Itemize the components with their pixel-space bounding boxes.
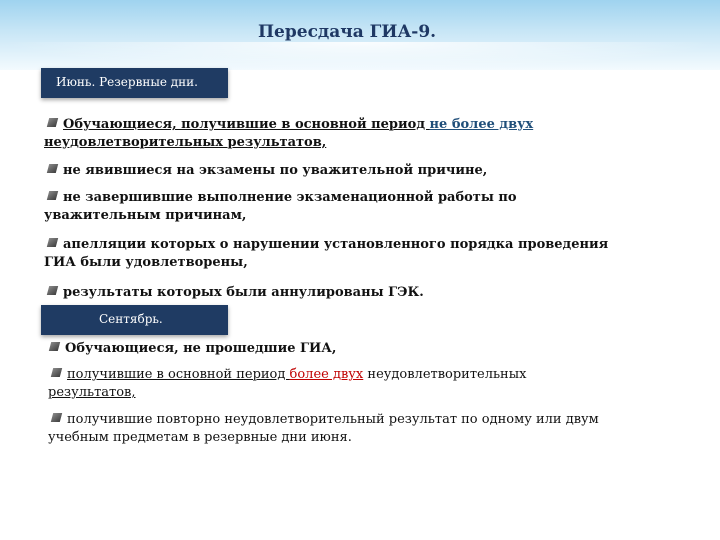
bullet-icon xyxy=(47,286,58,295)
bullet-icon xyxy=(47,164,58,173)
june-item-2: не завершившие выполнение экзаменационной работы по уважительным причинам, xyxy=(44,190,517,223)
september-intro: Обучающиеся, не прошедшие ГИА, xyxy=(50,340,336,358)
june-item-4: результаты которых были аннулированы ГЭК. xyxy=(48,284,424,302)
slide-title: Пересдача ГИА-9. xyxy=(258,22,437,42)
bullet-icon xyxy=(47,191,58,200)
highlight-more-than-two: более двух xyxy=(289,367,364,382)
june-item-3: апелляции которых о нарушении установленного порядка проведения ГИА были удовлетворены, xyxy=(44,237,609,270)
section-label-september: Сентябрь. xyxy=(41,305,228,335)
bullet-icon xyxy=(51,413,62,422)
bullet-icon xyxy=(49,342,60,351)
highlight-not-more-than-two: не более двух xyxy=(429,117,534,132)
bullet-icon xyxy=(47,238,58,247)
bullet-icon xyxy=(47,118,58,127)
june-item-1: не явившиеся на экзамены по уважительной причине, xyxy=(48,162,487,180)
september-item-1: получившие в основной период более двух неудовлетворительных результатов, xyxy=(48,367,527,400)
bullet-icon xyxy=(51,368,62,377)
june-intro: Обучающиеся, получившие в основной период не более двух неудовлетворительных результатов, xyxy=(44,117,534,150)
september-item-2: получившие повторно неудовлетворительный результат по одному или двум учебным предметам в резервные дни июня. xyxy=(48,412,599,445)
section-label-june: Июнь. Резервные дни. xyxy=(41,68,228,98)
